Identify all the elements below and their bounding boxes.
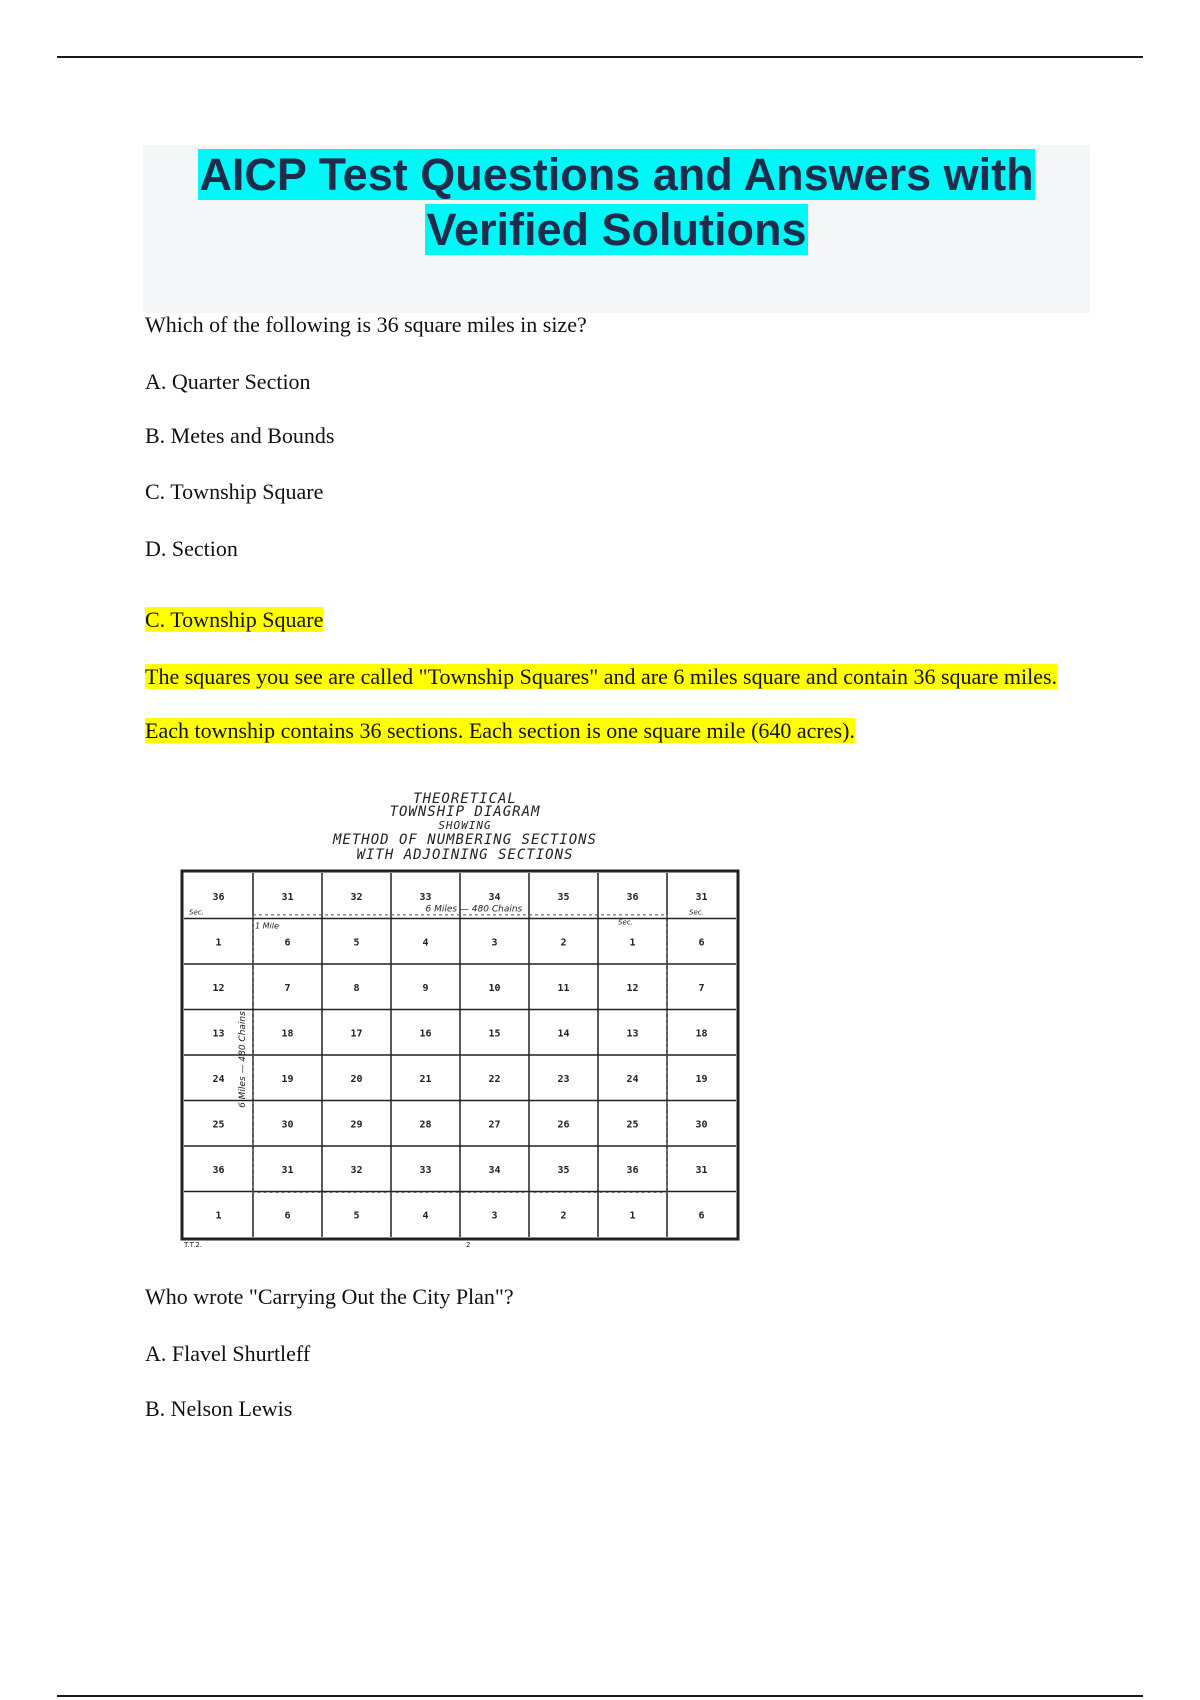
section-number: 36	[626, 891, 639, 903]
section-number: 16	[419, 1028, 432, 1040]
section-number: 1	[215, 1210, 222, 1222]
section-number: 6	[698, 937, 705, 949]
question-1-option-a: A. Quarter Section	[145, 369, 311, 394]
section-number: 9	[422, 982, 429, 994]
section-number: 8	[353, 982, 360, 994]
section-number: 35	[557, 1164, 570, 1176]
one-mile-label: 1 Mile	[255, 921, 279, 931]
section-number: 11	[557, 982, 570, 994]
section-number: 1	[215, 937, 222, 949]
section-number: 17	[350, 1028, 363, 1040]
question-2-prompt: Who wrote "Carrying Out the City Plan"?	[145, 1284, 514, 1309]
section-number: 10	[488, 982, 501, 994]
title-line-2: Verified Solutions	[426, 204, 807, 255]
section-number: 36	[212, 1164, 225, 1176]
section-number: 25	[212, 1119, 225, 1131]
answer-highlight: C. Township Square	[145, 607, 324, 632]
section-number: 7	[698, 982, 705, 994]
question-2-option-a: A. Flavel Shurtleff	[145, 1341, 311, 1366]
section-number: 28	[419, 1119, 432, 1131]
question-2-option-b: B. Nelson Lewis	[145, 1396, 293, 1421]
diagram-heading-line-2: TOWNSHIP DIAGRAM	[389, 804, 541, 820]
section-number: 4	[422, 1210, 429, 1222]
township-diagram	[180, 785, 750, 1247]
question-1-prompt: Which of the following is 36 square miles in size?	[145, 312, 587, 337]
section-number: 31	[695, 1164, 708, 1176]
section-number: 19	[281, 1073, 294, 1085]
section-number: 14	[557, 1028, 570, 1040]
section-number: 6	[284, 1210, 291, 1222]
question-1-option-b: B. Metes and Bounds	[145, 423, 335, 448]
section-number: 7	[284, 982, 291, 994]
section-number: 34	[488, 891, 501, 903]
section-number: 32	[350, 1164, 363, 1176]
sec-label-left: Sec.	[189, 908, 204, 917]
section-number: 5	[353, 937, 360, 949]
section-number: 36	[212, 891, 225, 903]
dimension-left-label: 6 Miles — 480 Chains	[238, 1011, 248, 1108]
question-1-answer	[145, 605, 323, 635]
top-rule	[57, 56, 1143, 58]
section-number: 36	[626, 1164, 639, 1176]
section-number: 5	[353, 1210, 360, 1222]
section-number: 6	[284, 937, 291, 949]
dimension-top-label: 6 Miles — 480 Chains	[425, 904, 523, 915]
diagram-heading-line-3: SHOWING	[438, 819, 492, 832]
section-number: 32	[350, 891, 363, 903]
section-number: 18	[281, 1028, 294, 1040]
section-number: 33	[419, 891, 432, 903]
section-number: 15	[488, 1028, 501, 1040]
section-number: 3	[491, 937, 498, 949]
township-diagram-svg	[180, 785, 750, 1247]
section-number: 13	[212, 1028, 225, 1040]
section-number: 35	[557, 891, 570, 903]
section-number: 25	[626, 1119, 639, 1131]
section-number: 30	[695, 1119, 708, 1131]
section-number: 13	[626, 1028, 639, 1040]
section-number: 27	[488, 1119, 501, 1131]
bottom-rule	[57, 1695, 1143, 1697]
section-number: 30	[281, 1119, 294, 1131]
section-number: 24	[626, 1073, 639, 1085]
section-number: 26	[557, 1119, 570, 1131]
diagram-heading-line-4: METHOD OF NUMBERING SECTIONS	[332, 832, 598, 848]
question-1-option-c: C. Township Square	[145, 479, 324, 504]
section-number: 20	[350, 1073, 363, 1085]
explanation-highlight: The squares you see are called "Township Squares" and are 6 miles square and contain 36 square miles. Each township contains 36 sections. Each section is one square mile (640 acres).	[145, 664, 1058, 743]
sec-label-mid: Sec.	[618, 918, 633, 927]
section-number: 24	[212, 1073, 225, 1085]
section-number: 34	[488, 1164, 501, 1176]
question-1-option-d: D. Section	[145, 536, 238, 561]
question-1-explanation	[145, 650, 1085, 758]
diagram-heading-line-5: WITH ADJOINING SECTIONS	[356, 847, 574, 863]
section-number: 31	[281, 891, 294, 903]
section-number: 12	[626, 982, 639, 994]
section-number: 1	[629, 1210, 636, 1222]
diagram-footer-mid: 2	[466, 1241, 471, 1247]
section-number: 22	[488, 1073, 501, 1085]
sec-label-right: Sec.	[689, 908, 704, 917]
section-number: 6	[698, 1210, 705, 1222]
section-number: 21	[419, 1073, 432, 1085]
section-number: 4	[422, 937, 429, 949]
diagram-heading-line-1: THEORETICAL	[413, 791, 517, 807]
section-number: 31	[281, 1164, 294, 1176]
diagram-footer-left: T.T.2.	[184, 1241, 203, 1247]
section-number: 12	[212, 982, 225, 994]
section-number: 18	[695, 1028, 708, 1040]
section-number: 2	[560, 1210, 567, 1222]
section-number: 29	[350, 1119, 363, 1131]
document-title	[143, 147, 1090, 257]
section-number: 31	[695, 891, 708, 903]
section-number: 2	[560, 937, 567, 949]
title-line-1: AICP Test Questions and Answers with	[199, 149, 1034, 200]
section-number: 19	[695, 1073, 708, 1085]
section-number: 3	[491, 1210, 498, 1222]
section-number: 1	[629, 937, 636, 949]
section-number: 23	[557, 1073, 570, 1085]
section-number: 33	[419, 1164, 432, 1176]
